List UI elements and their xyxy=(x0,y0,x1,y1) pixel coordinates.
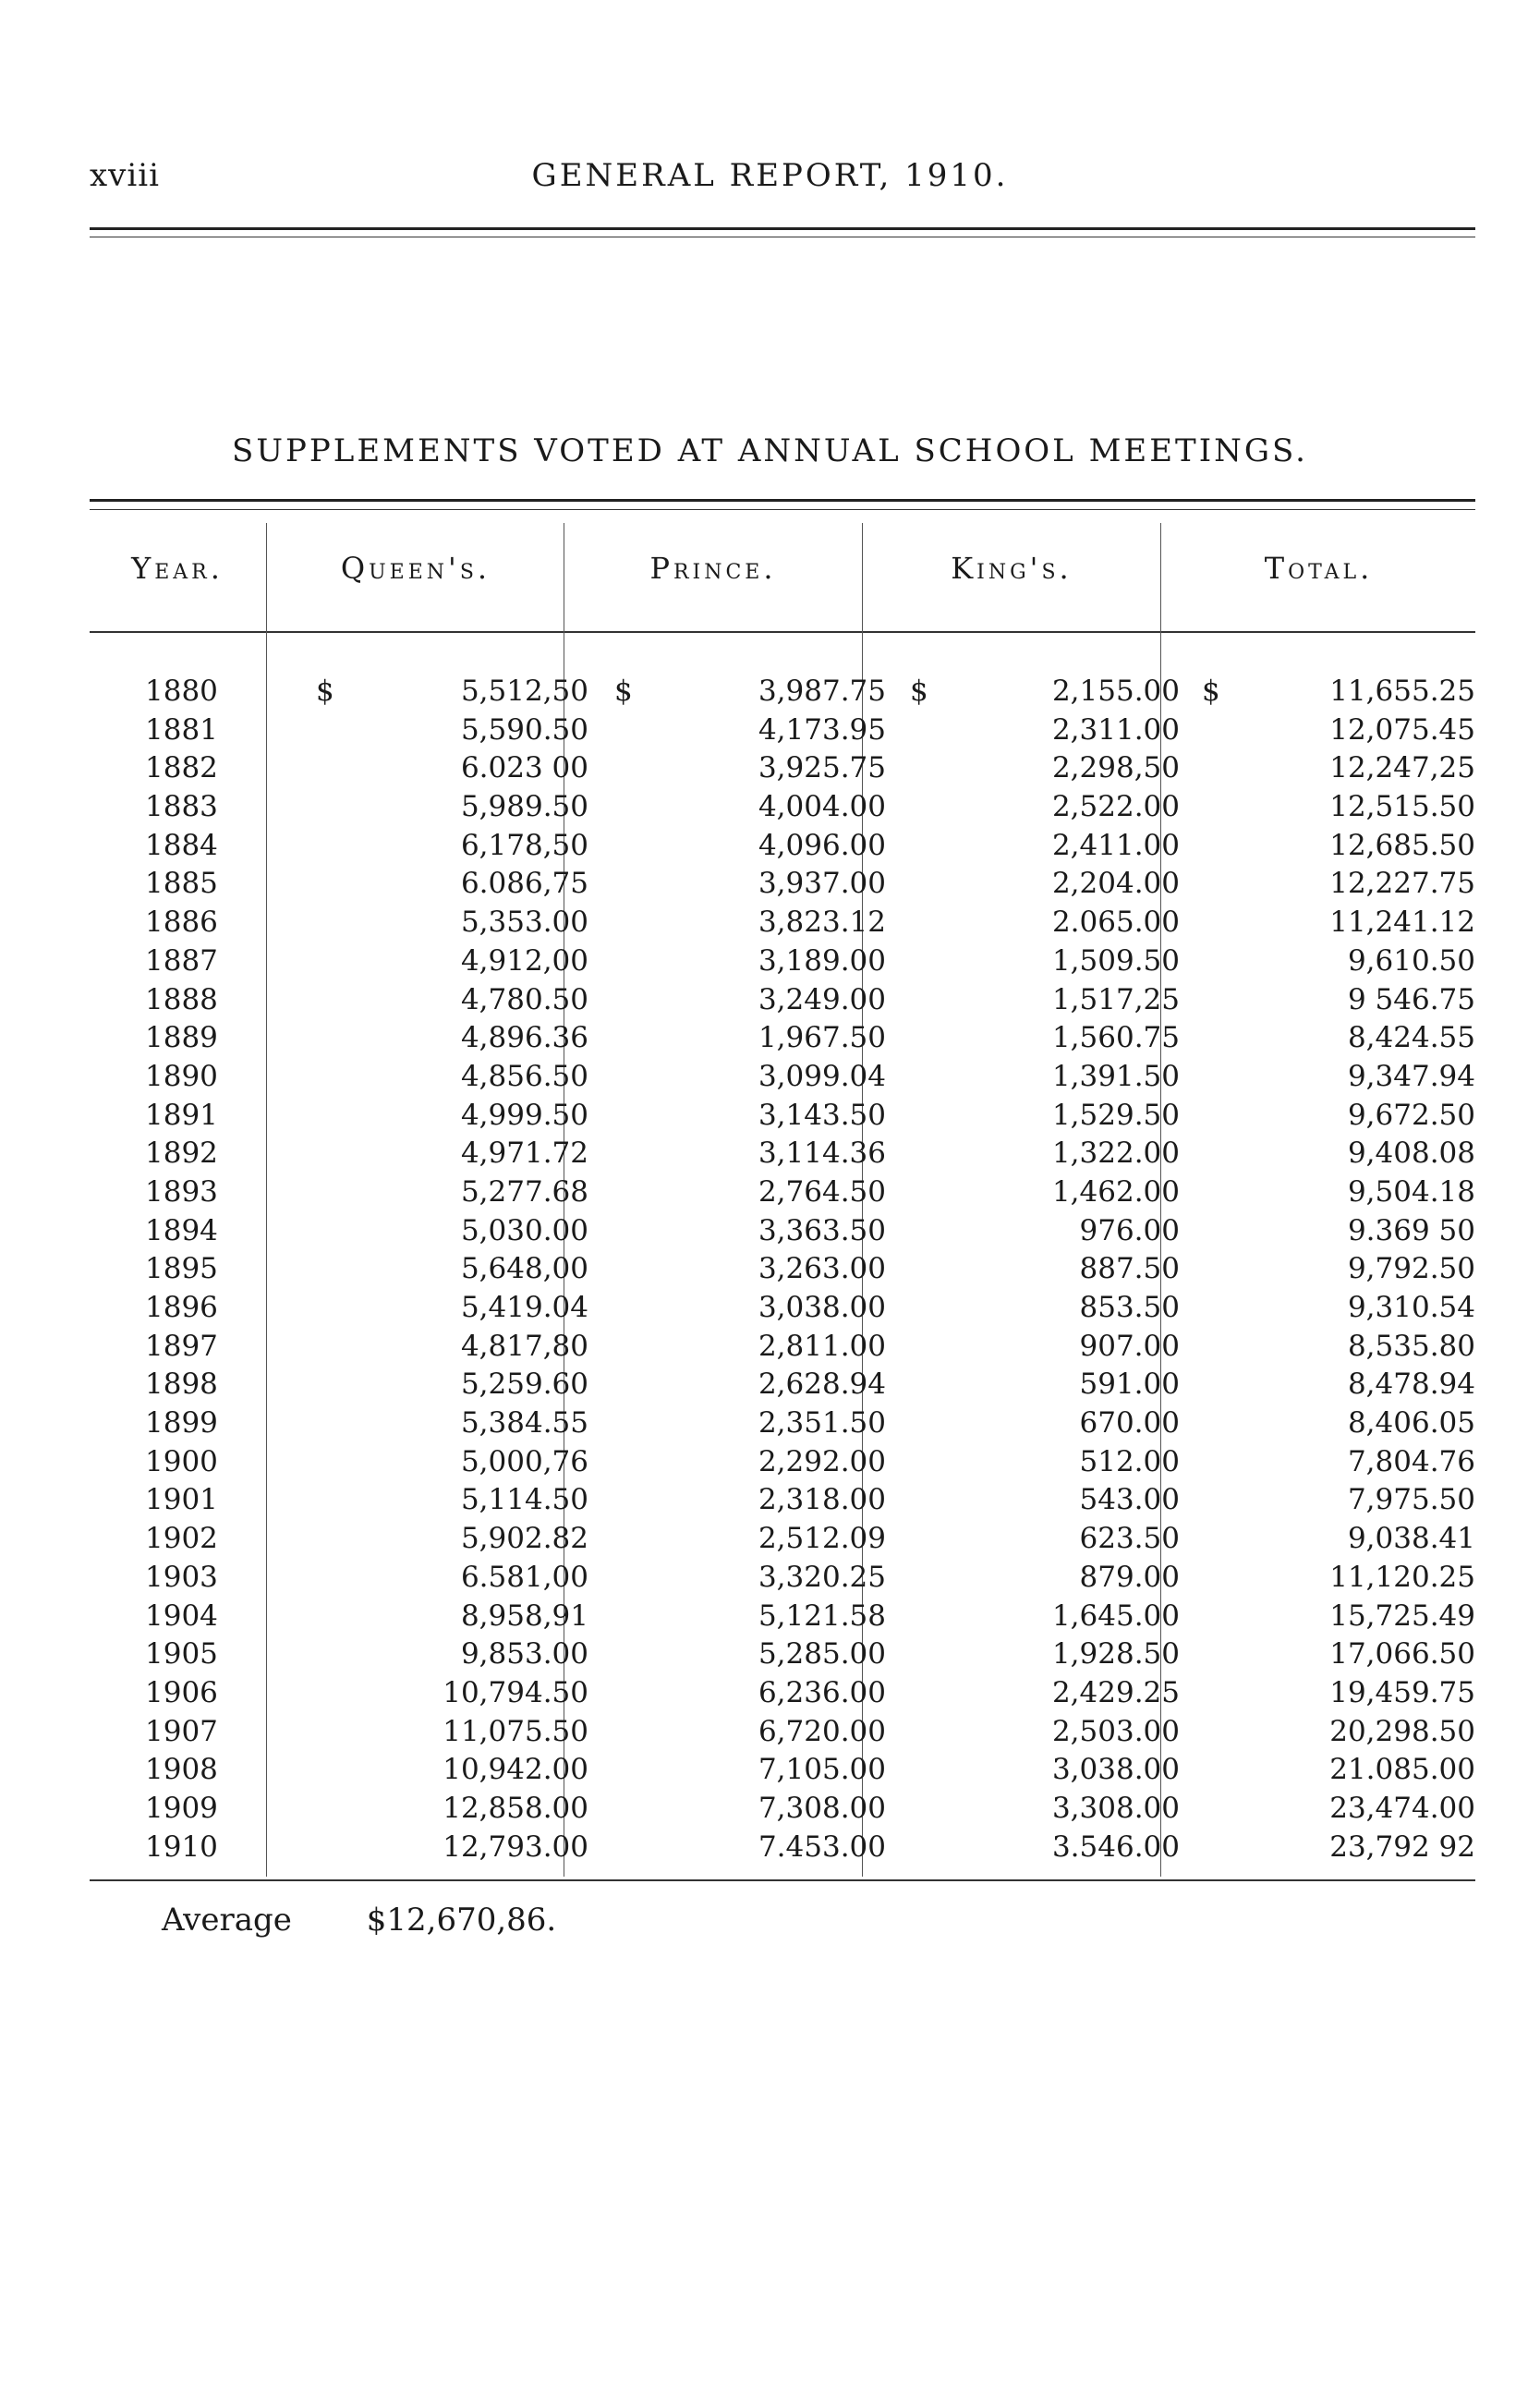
cell-total: 11,241.12 xyxy=(1329,906,1475,940)
cell-total: 9,347.94 xyxy=(1347,1059,1475,1093)
cell-prince: 2,764.50 xyxy=(758,1174,886,1209)
table-row xyxy=(90,1674,1475,1713)
cell-prince: 2,292.00 xyxy=(758,1444,886,1478)
cell-year: 1908 xyxy=(145,1753,218,1787)
cell-kings: 1,322.00 xyxy=(1051,1137,1180,1171)
cell-total: 8,535.80 xyxy=(1347,1329,1475,1363)
cell-prince: 2,318.00 xyxy=(758,1483,886,1517)
cell-year: 1888 xyxy=(145,982,218,1016)
cell-total: 20,298.50 xyxy=(1329,1714,1475,1748)
cell-total: 12,685.50 xyxy=(1329,828,1475,862)
cell-queens: 11,075.50 xyxy=(443,1714,588,1748)
cell-prince: 2,811.00 xyxy=(758,1329,886,1363)
cell-prince: 2,628.94 xyxy=(758,1368,886,1402)
cell-kings: 1,509.50 xyxy=(1051,943,1180,978)
running-title: GENERAL REPORT, 1910. xyxy=(531,157,1009,194)
cell-total: 12,227.75 xyxy=(1329,867,1475,901)
cell-kings: 2,429.25 xyxy=(1051,1675,1180,1709)
cell-kings: 3.546.00 xyxy=(1051,1830,1180,1864)
column-header-queens: Queen's. xyxy=(340,551,491,586)
cell-total: 8,406.05 xyxy=(1347,1406,1475,1441)
cell-prince: 7,308.00 xyxy=(758,1791,886,1825)
cell-queens: 5,030.00 xyxy=(460,1213,588,1247)
column-header-kings: King's. xyxy=(951,551,1073,586)
cell-prince: 3,249.00 xyxy=(758,982,886,1016)
cell-queens: 5,259.60 xyxy=(460,1368,588,1402)
cell-total: 21.085.00 xyxy=(1329,1753,1475,1787)
cell-prince: 2,512.09 xyxy=(758,1522,886,1556)
cell-total: 9,610.50 xyxy=(1347,943,1475,978)
table-row xyxy=(90,1097,1475,1136)
cell-kings: 2,155.00 xyxy=(1051,675,1180,708)
table-row xyxy=(90,1250,1475,1289)
cell-prince: 4,004.00 xyxy=(758,790,886,824)
cell-queens: 9,853.00 xyxy=(460,1637,588,1672)
cell-prince: 5,285.00 xyxy=(758,1637,886,1672)
cell-kings: 2,311.00 xyxy=(1051,712,1180,747)
currency-symbol-kings: $ xyxy=(910,675,928,708)
cell-queens: 5,989.50 xyxy=(460,790,588,824)
cell-total: 11,655.25 xyxy=(1329,675,1475,708)
cell-kings: 512.00 xyxy=(1079,1444,1180,1478)
average-label: Average xyxy=(162,1902,292,1939)
cell-kings: 2,298,50 xyxy=(1051,751,1180,785)
cell-queens: 5,114.50 xyxy=(460,1483,588,1517)
table-row xyxy=(90,1404,1475,1443)
table-row xyxy=(90,1598,1475,1636)
table-row xyxy=(90,1790,1475,1829)
cell-queens: 12,793.00 xyxy=(443,1830,588,1864)
table-row xyxy=(90,1481,1475,1520)
cell-total: 12,075.45 xyxy=(1329,712,1475,747)
cell-prince: 3,320.25 xyxy=(758,1560,886,1594)
cell-prince: 3,987.75 xyxy=(758,675,886,708)
cell-queens: 6.581,00 xyxy=(460,1560,588,1594)
cell-year: 1896 xyxy=(145,1291,218,1324)
cell-kings: 2,503.00 xyxy=(1051,1714,1180,1748)
table-row xyxy=(90,827,1475,866)
table-row xyxy=(90,1058,1475,1097)
cell-prince: 3,937.00 xyxy=(758,867,886,901)
cell-year: 1889 xyxy=(145,1021,218,1055)
cell-kings: 670.00 xyxy=(1079,1406,1180,1441)
table-top-rule-thin xyxy=(90,509,1475,510)
average-line xyxy=(162,1902,556,1939)
table-row xyxy=(90,673,1475,711)
cell-queens: 5,000,76 xyxy=(460,1444,588,1478)
cell-year: 1907 xyxy=(145,1714,218,1748)
cell-queens: 4,912,00 xyxy=(460,943,588,978)
cell-kings: 3,308.00 xyxy=(1051,1791,1180,1825)
cell-queens: 5,902.82 xyxy=(460,1522,588,1556)
cell-kings: 907.00 xyxy=(1079,1329,1180,1363)
cell-year: 1893 xyxy=(145,1174,218,1209)
table-row xyxy=(90,1366,1475,1404)
table-row xyxy=(90,904,1475,942)
cell-year: 1895 xyxy=(145,1252,218,1286)
table-row xyxy=(90,865,1475,904)
cell-kings: 2,411.00 xyxy=(1051,828,1180,862)
table-row xyxy=(90,711,1475,750)
currency-symbol-queens: $ xyxy=(316,675,334,708)
cell-total: 12,247,25 xyxy=(1329,751,1475,785)
cell-total: 8,424.55 xyxy=(1347,1021,1475,1055)
cell-total: 9.369 50 xyxy=(1347,1213,1475,1247)
page-number: xviii xyxy=(90,157,161,194)
table-row xyxy=(90,1212,1475,1251)
cell-prince: 6,720.00 xyxy=(758,1714,886,1748)
table-row xyxy=(90,1829,1475,1867)
table-row xyxy=(90,788,1475,827)
cell-queens: 5,353.00 xyxy=(460,906,588,940)
cell-kings: 591.00 xyxy=(1079,1368,1180,1402)
cell-prince: 7,105.00 xyxy=(758,1753,886,1787)
cell-total: 7,975.50 xyxy=(1347,1483,1475,1517)
table-row xyxy=(90,1328,1475,1367)
table-row xyxy=(90,942,1475,981)
column-header-total: Total. xyxy=(1264,551,1374,586)
cell-total: 9 546.75 xyxy=(1347,982,1475,1016)
cell-year: 1892 xyxy=(145,1137,218,1171)
table-row xyxy=(90,1173,1475,1212)
cell-queens: 8,958,91 xyxy=(460,1599,588,1633)
table-top-rule-thick xyxy=(90,499,1475,502)
cell-queens: 5,277.68 xyxy=(460,1174,588,1209)
cell-year: 1897 xyxy=(145,1329,218,1363)
cell-year: 1902 xyxy=(145,1522,218,1556)
cell-total: 23,792 92 xyxy=(1329,1830,1475,1864)
cell-queens: 10,794.50 xyxy=(443,1675,588,1709)
cell-year: 1887 xyxy=(145,943,218,978)
table-row xyxy=(90,749,1475,788)
cell-kings: 623.50 xyxy=(1079,1522,1180,1556)
cell-total: 17,066.50 xyxy=(1329,1637,1475,1672)
cell-kings: 1,560.75 xyxy=(1051,1021,1180,1055)
cell-kings: 1,391.50 xyxy=(1051,1059,1180,1093)
cell-queens: 6,178,50 xyxy=(460,828,588,862)
table-title: SUPPLEMENTS VOTED AT ANNUAL SCHOOL MEETINGS. xyxy=(232,432,1308,469)
average-value: $12,670,86. xyxy=(366,1902,557,1939)
table-row xyxy=(90,1019,1475,1058)
column-header-prince: Prince. xyxy=(649,551,777,586)
cell-prince: 4,096.00 xyxy=(758,828,886,862)
cell-queens: 4,999.50 xyxy=(460,1098,588,1132)
table-row xyxy=(90,1713,1475,1752)
cell-kings: 1,645.00 xyxy=(1051,1599,1180,1633)
table-row xyxy=(90,1559,1475,1598)
cell-queens: 12,858.00 xyxy=(443,1791,588,1825)
cell-total: 8,478.94 xyxy=(1347,1368,1475,1402)
cell-queens: 5,419.04 xyxy=(460,1291,588,1324)
cell-year: 1906 xyxy=(145,1675,218,1709)
column-header-year: Year. xyxy=(131,551,224,586)
cell-year: 1886 xyxy=(145,906,218,940)
cell-total: 19,459.75 xyxy=(1329,1675,1475,1709)
cell-total: 9,038.41 xyxy=(1347,1522,1475,1556)
cell-kings: 3,038.00 xyxy=(1051,1753,1180,1787)
cell-year: 1880 xyxy=(145,675,218,708)
cell-queens: 4,817,80 xyxy=(460,1329,588,1363)
cell-total: 23,474.00 xyxy=(1329,1791,1475,1825)
cell-kings: 1,928.50 xyxy=(1051,1637,1180,1672)
table-row xyxy=(90,981,1475,1020)
cell-queens: 5,590.50 xyxy=(460,712,588,747)
cell-prince: 3,189.00 xyxy=(758,943,886,978)
table-row xyxy=(90,1751,1475,1790)
table-row xyxy=(90,1289,1475,1328)
cell-prince: 3,038.00 xyxy=(758,1291,886,1324)
currency-symbol-prince: $ xyxy=(614,675,633,708)
cell-queens: 6.023 00 xyxy=(460,751,588,785)
cell-kings: 1,529.50 xyxy=(1051,1098,1180,1132)
cell-queens: 6.086,75 xyxy=(460,867,588,901)
cell-year: 1900 xyxy=(145,1444,218,1478)
table-row xyxy=(90,1135,1475,1173)
cell-kings: 2,204.00 xyxy=(1051,867,1180,901)
cell-year: 1904 xyxy=(145,1599,218,1633)
cell-year: 1898 xyxy=(145,1368,218,1402)
cell-prince: 3,143.50 xyxy=(758,1098,886,1132)
cell-kings: 853.50 xyxy=(1079,1291,1180,1324)
cell-prince: 7.453.00 xyxy=(758,1830,886,1864)
cell-prince: 3,823.12 xyxy=(758,906,886,940)
cell-year: 1890 xyxy=(145,1059,218,1093)
cell-year: 1884 xyxy=(145,828,218,862)
cell-prince: 3,263.00 xyxy=(758,1252,886,1286)
cell-total: 9,408.08 xyxy=(1347,1137,1475,1171)
currency-symbol-total: $ xyxy=(1202,675,1220,708)
cell-year: 1883 xyxy=(145,790,218,824)
cell-prince: 1,967.50 xyxy=(758,1021,886,1055)
cell-total: 9,310.54 xyxy=(1347,1291,1475,1324)
table-row xyxy=(90,1520,1475,1559)
cell-queens: 10,942.00 xyxy=(443,1753,588,1787)
cell-kings: 887.50 xyxy=(1079,1252,1180,1286)
cell-kings: 879.00 xyxy=(1079,1560,1180,1594)
cell-prince: 3,363.50 xyxy=(758,1213,886,1247)
cell-queens: 4,896.36 xyxy=(460,1021,588,1055)
column-header-rule xyxy=(90,631,1475,633)
cell-queens: 4,971.72 xyxy=(460,1137,588,1171)
cell-year: 1894 xyxy=(145,1213,218,1247)
cell-kings: 1,517,25 xyxy=(1051,982,1180,1016)
cell-year: 1910 xyxy=(145,1830,218,1864)
cell-queens: 4,856.50 xyxy=(460,1059,588,1093)
cell-total: 7,804.76 xyxy=(1347,1444,1475,1478)
cell-prince: 3,099.04 xyxy=(758,1059,886,1093)
cell-total: 11,120.25 xyxy=(1329,1560,1475,1594)
header-rule-thick xyxy=(90,227,1475,230)
table-body xyxy=(90,673,1475,1866)
cell-kings: 2.065.00 xyxy=(1051,906,1180,940)
table-bottom-rule xyxy=(90,1879,1475,1881)
cell-year: 1899 xyxy=(145,1406,218,1441)
cell-total: 9,792.50 xyxy=(1347,1252,1475,1286)
cell-kings: 2,522.00 xyxy=(1051,790,1180,824)
cell-queens: 4,780.50 xyxy=(460,982,588,1016)
cell-year: 1905 xyxy=(145,1637,218,1672)
cell-total: 9,504.18 xyxy=(1347,1174,1475,1209)
cell-queens: 5,384.55 xyxy=(460,1406,588,1441)
cell-year: 1903 xyxy=(145,1560,218,1594)
table-row xyxy=(90,1443,1475,1482)
cell-prince: 3,925.75 xyxy=(758,751,886,785)
cell-year: 1909 xyxy=(145,1791,218,1825)
cell-prince: 4,173.95 xyxy=(758,712,886,747)
cell-year: 1881 xyxy=(145,712,218,747)
cell-total: 12,515.50 xyxy=(1329,790,1475,824)
cell-prince: 6,236.00 xyxy=(758,1675,886,1709)
cell-year: 1885 xyxy=(145,867,218,901)
cell-queens: 5,648,00 xyxy=(460,1252,588,1286)
cell-year: 1901 xyxy=(145,1483,218,1517)
cell-total: 15,725.49 xyxy=(1329,1599,1475,1633)
cell-kings: 543.00 xyxy=(1079,1483,1180,1517)
cell-prince: 2,351.50 xyxy=(758,1406,886,1441)
cell-year: 1882 xyxy=(145,751,218,785)
cell-kings: 1,462.00 xyxy=(1051,1174,1180,1209)
table-row xyxy=(90,1635,1475,1674)
cell-total: 9,672.50 xyxy=(1347,1098,1475,1132)
cell-prince: 5,121.58 xyxy=(758,1599,886,1633)
cell-year: 1891 xyxy=(145,1098,218,1132)
cell-kings: 976.00 xyxy=(1079,1213,1180,1247)
cell-prince: 3,114.36 xyxy=(758,1137,886,1171)
cell-queens: 5,512,50 xyxy=(460,675,588,708)
